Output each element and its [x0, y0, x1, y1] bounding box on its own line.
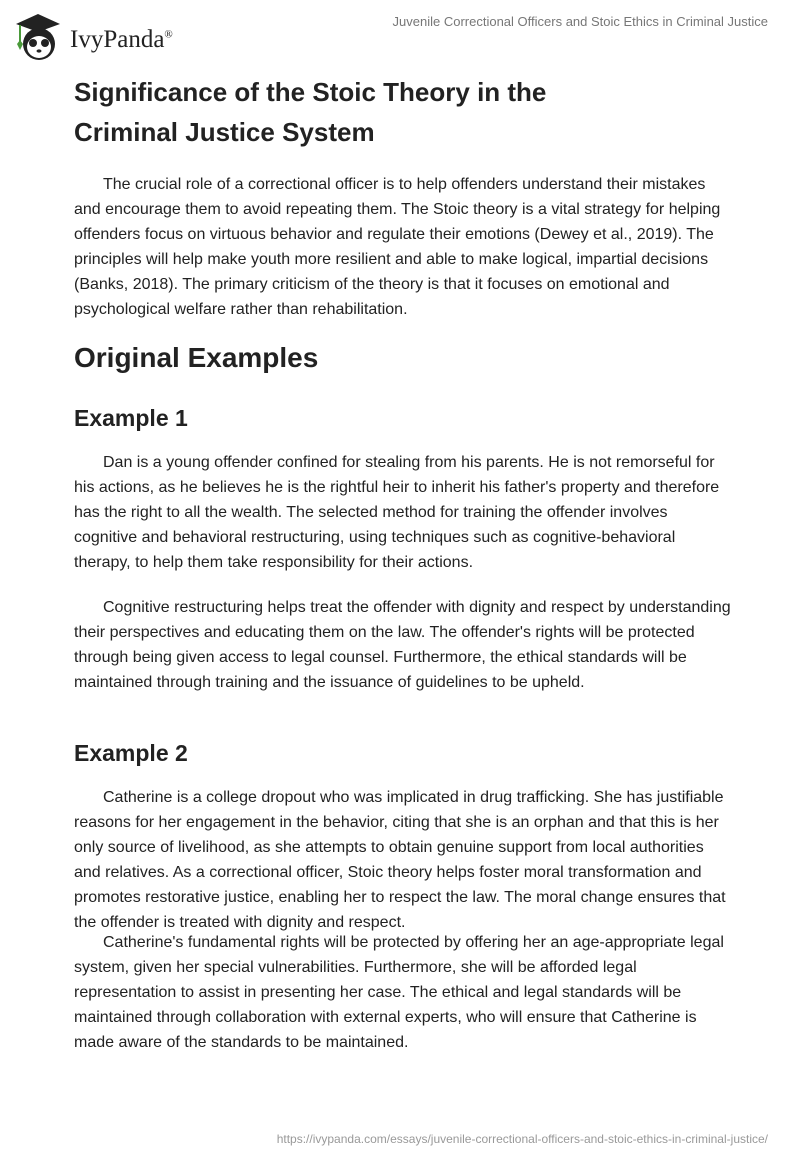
registered-mark: ®: [164, 28, 173, 41]
paragraph: The crucial role of a correctional officer is to help offenders understand their mistakes and encourage them to avoid repeating them. The Stoic theory is a vital strategy for helping offenders focus on virtuous behavior and regulate their emotions (Dewey et al., 2019). The principles will help make youth more resilient and able to make logical, impartial decisions (Banks, 2018). The primary criticism of the theory is that it focuses on emotional and psychological welfare rather than rehabilitation.: [74, 176, 721, 318]
panda-graduate-icon: [12, 10, 64, 62]
document-title: Juvenile Correctional Officers and Stoic Ethics in Criminal Justice: [392, 14, 768, 29]
example-2-heading: Example 2: [74, 740, 188, 766]
paragraph: Cognitive restructuring helps treat the offender with dignity and respect by understanding their perspectives and educating them on the law. The offender's rights will be protected through being given access to legal counsel. Furthermore, the ethical standards will be maintained through training and the issuance of guidelines to be upheld.: [74, 599, 731, 691]
paragraph: Catherine is a college dropout who was implicated in drug trafficking. She has justifiable reasons for her engagement in the behavior, citing that she is an orphan and that this is her only source of livelihood, as she attempts to obtain genuine support from local authorities and relatives. As a correctional officer, Stoic theory helps foster moral transformation and promotes restorative justice, enabling her to respect the law. The moral change ensures that the offender is treated with dignity and respect.: [74, 789, 726, 931]
section-heading: [74, 72, 734, 152]
source-url[interactable]: https://ivypanda.com/essays/juvenile-correctional-officers-and-stoic-ethics-in-criminal-justice/: [276, 1132, 768, 1146]
logo-text: IvyPanda: [70, 26, 165, 53]
original-examples-heading: Original Examples: [74, 342, 319, 373]
paragraph: Dan is a young offender confined for stealing from his parents. He is not remorseful for his actions, as he believes he is the rightful heir to inherit his father's property and therefore has the right to all the wealth. The selected method for training the offender involves cognitive and behavioral restructuring, using techniques such as cognitive-behavioral therapy, to help them take responsibility for their actions.: [74, 454, 720, 571]
paragraph: Catherine's fundamental rights will be protected by offering her an age-appropriate legal system, given her special vulnerabilities. Furthermore, she will be afforded legal representation to assist in presenting her case. The ethical and legal standards will be maintained through collaboration with external experts, who will ensure that Catherine is made aware of the standards to be maintained.: [74, 934, 724, 1051]
page-title: Significance of the Stoic Theory in the Criminal Justice System: [74, 77, 547, 147]
ivypanda-logo[interactable]: [12, 10, 173, 62]
example-1-heading: Example 1: [74, 405, 188, 431]
